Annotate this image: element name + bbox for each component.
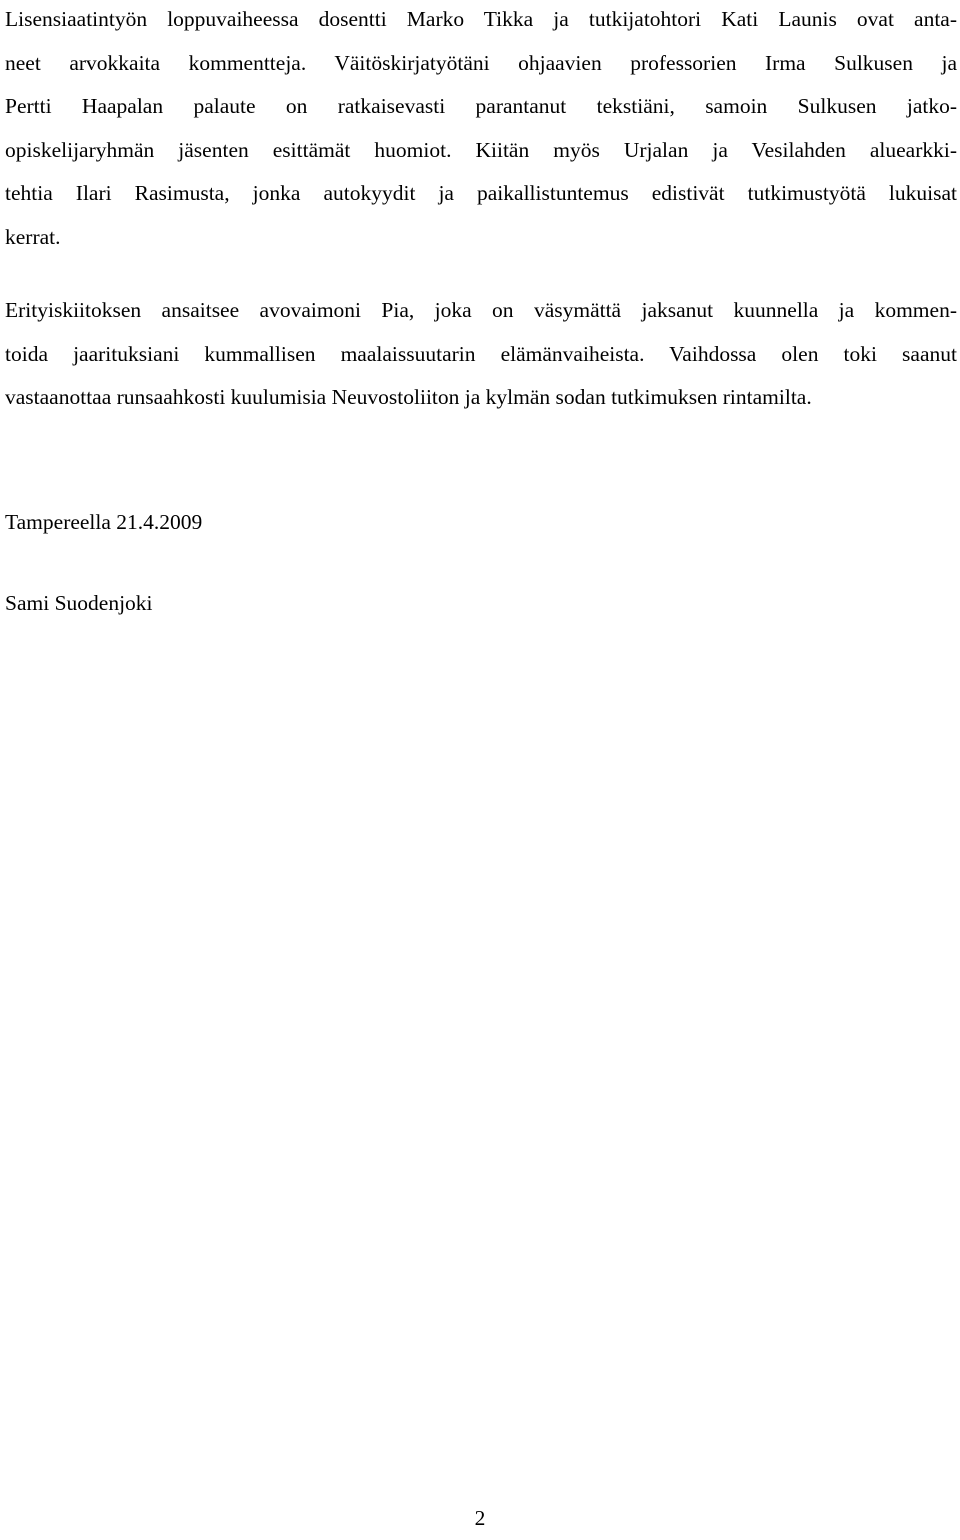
text-line: opiskelijaryhmän jäsenten esittämät huomiot. Kiitän myös Urjalan ja Vesilahden aluearkki- xyxy=(5,137,957,162)
page-number: 2 xyxy=(474,1506,486,1530)
text-line: kerrat. xyxy=(5,224,61,249)
text-line: Pertti Haapalan palaute on ratkaisevasti parantanut tekstiäni, samoin Sulkusen jatko- xyxy=(5,94,957,118)
text-line: Erityiskiitoksen ansaitsee avovaimoni Pia, joka on väsymättä jaksanut kuunnella ja kommen- xyxy=(5,298,957,322)
author-signature: Sami Suodenjoki xyxy=(5,591,153,615)
text-line: Lisensiaatintyön loppuvaiheessa dosentti Marko Tikka ja tutkijatohtori Kati Launis ovat anta- xyxy=(5,7,957,31)
text-line: toida jaarituksiani kummallisen maalaissuutarin elämänvaiheista. Vaihdossa olen toki saanut xyxy=(5,341,957,366)
acknowledgements-paragraph-1 xyxy=(5,0,957,259)
place-and-date: Tampereella 21.4.2009 xyxy=(5,510,203,534)
text-line: neet arvokkaita kommentteja. Väitöskirjatyötäni ohjaavien professorien Irma Sulkusen ja xyxy=(5,50,957,75)
acknowledgements-paragraph-2 xyxy=(5,289,957,420)
text-line: vastaanottaa runsaahkosti kuulumisia Neuvostoliiton ja kylmän sodan tutkimuksen rintamilta. xyxy=(5,385,812,409)
text-line: tehtia Ilari Rasimusta, jonka autokyydit ja paikallistuntemus edistivät tutkimustyötä lukuisat xyxy=(5,181,957,205)
